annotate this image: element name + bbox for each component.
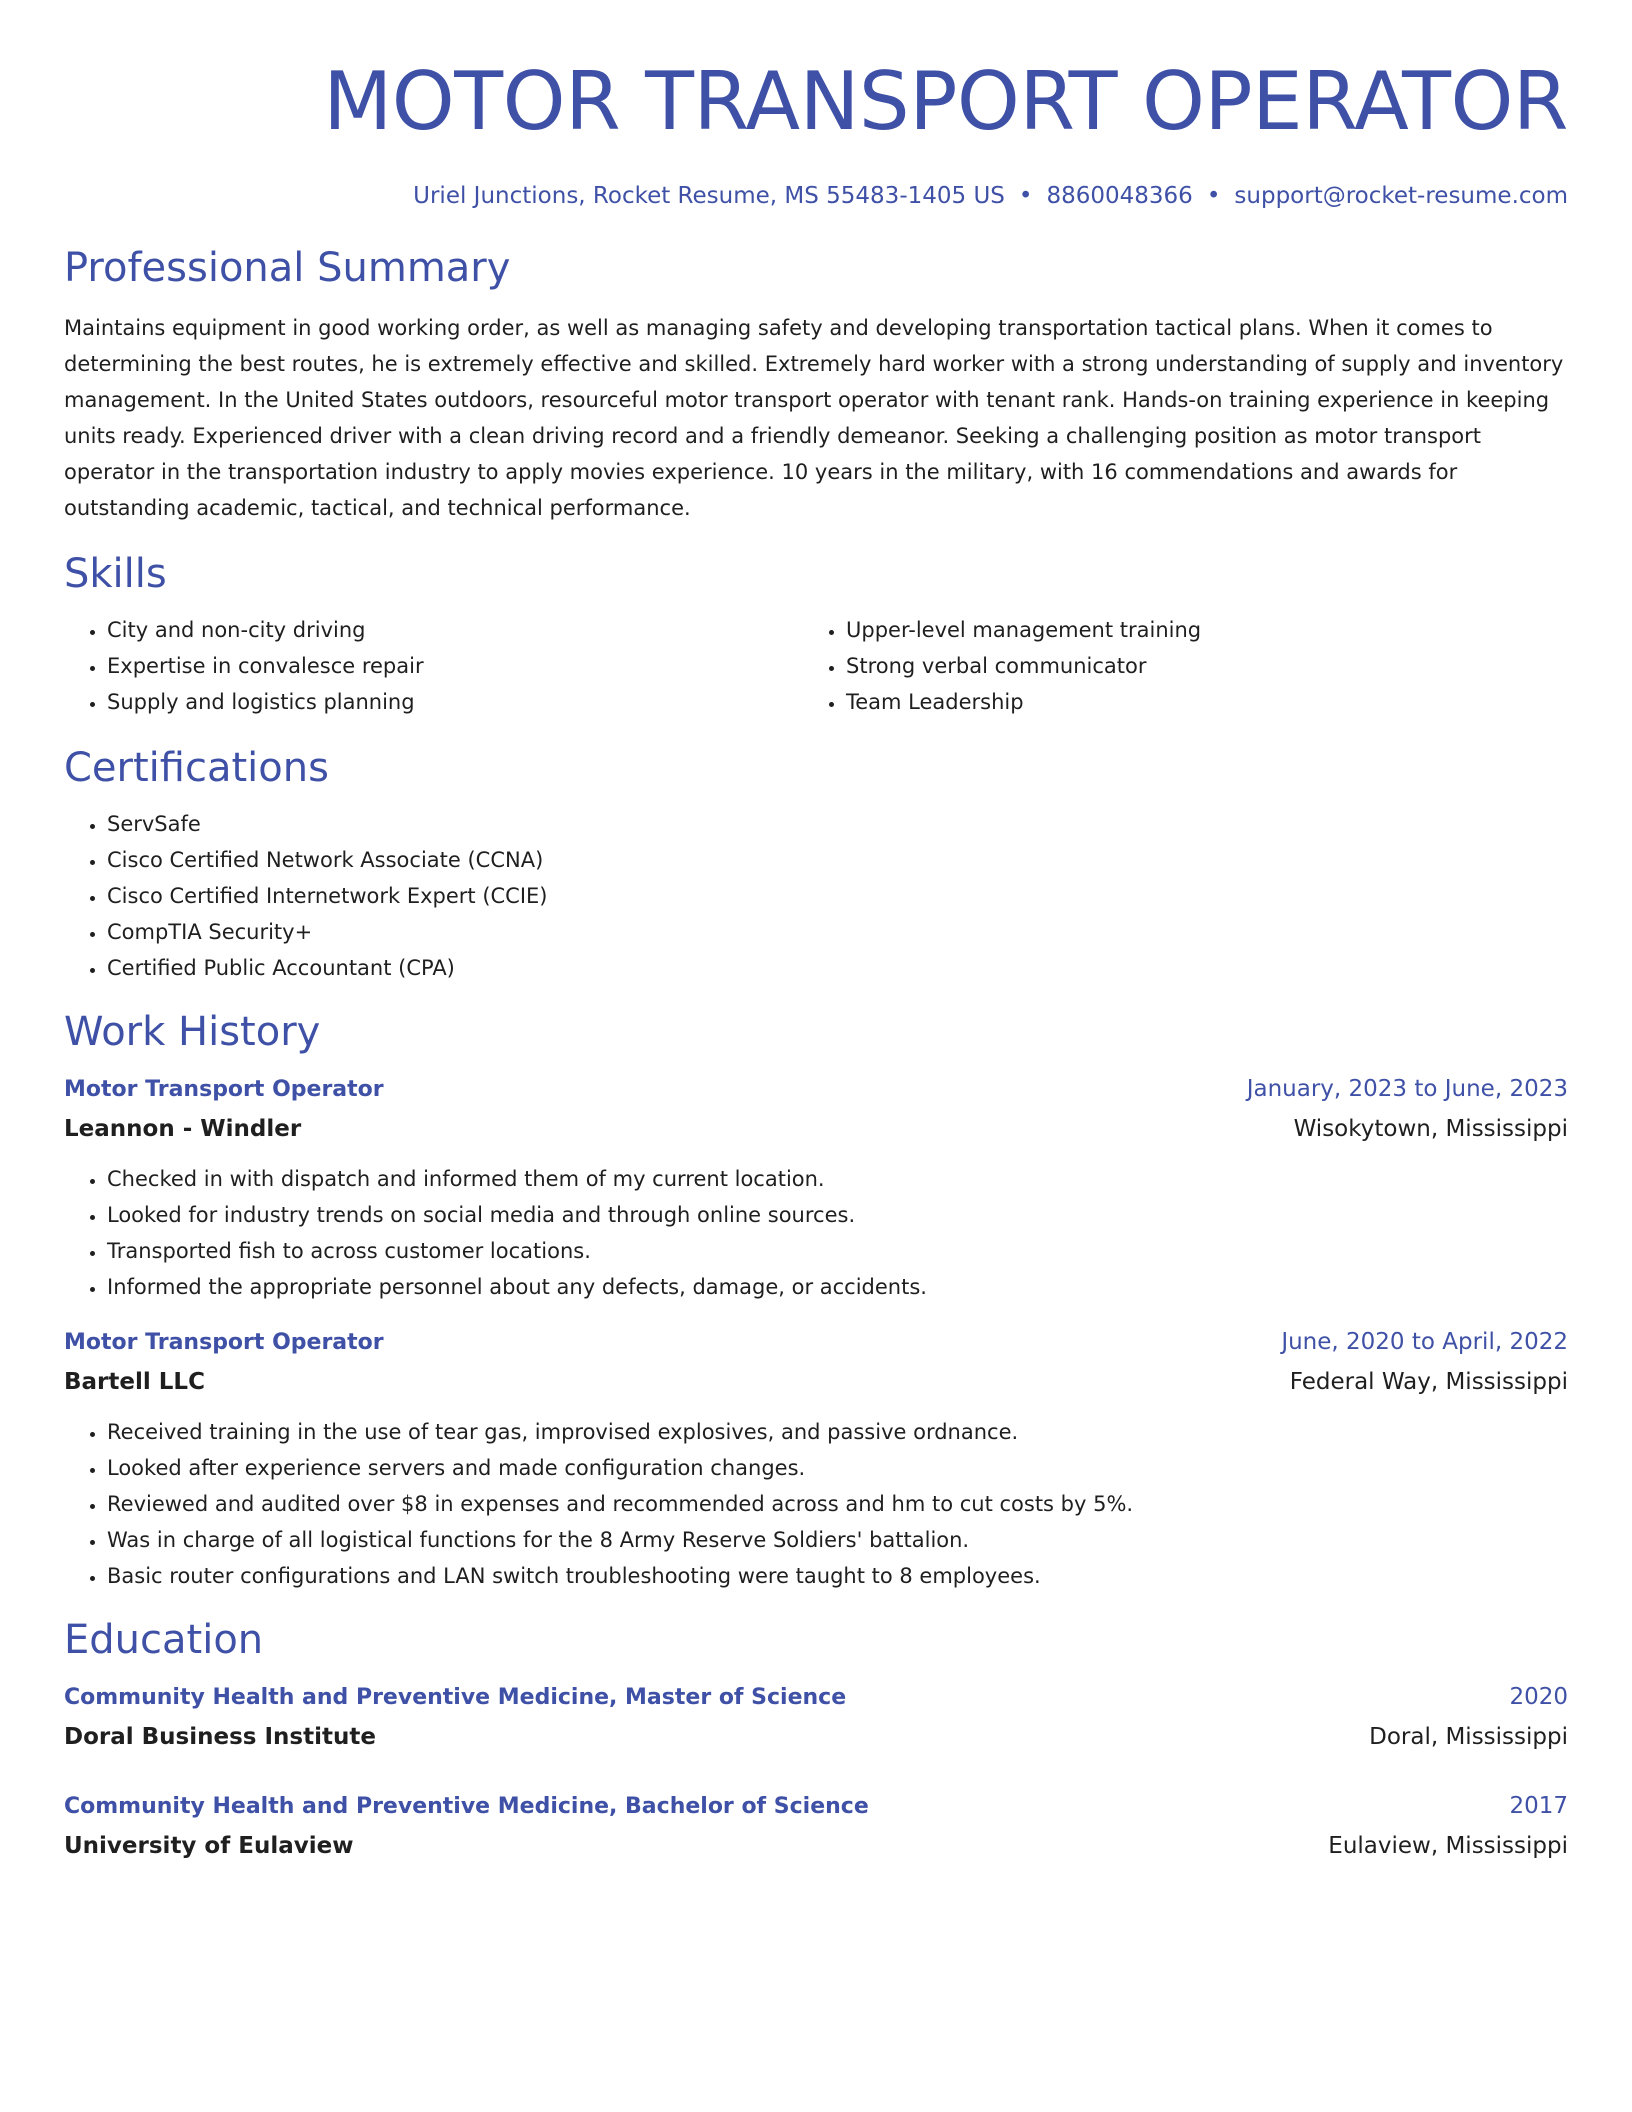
graduation-year: 2017 [1509,1793,1568,1819]
certifications-list [64,806,1568,986]
job-duty: • Checked in with dispatch and informed them of my current location. [107,1161,1568,1197]
resume-title: MOTOR TRANSPORT OPERATOR [323,55,1568,148]
separator-bullet: • [1018,183,1033,209]
job-location: Wisokytown, Mississippi [1293,1116,1568,1142]
skills-grid [64,612,1568,720]
job-company-row [64,1362,1568,1402]
school-name: University of Eulaview [64,1833,354,1859]
job-duty: • Transported fish to across customer locations. [107,1233,1568,1269]
skills-heading: Skills [64,551,167,597]
job-duty: • Looked after experience servers and made configuration changes. [107,1450,1568,1486]
certification-item: • ServSafe [107,806,1568,842]
job-title: Motor Transport Operator [64,1330,384,1355]
job-duty: • Basic router configurations and LAN switch troubleshooting were taught to 8 employees. [107,1558,1568,1594]
summary-text: Maintains equipment in good working order, as well as managing safety and developing transportation tactical plans. When it comes to determining the best routes, he is extremely effective and skilled. Extremely hard worker with a strong understanding of supply and inventory management. In the United States outdoors, resourceful motor transport operator with tenant rank. Hands-on training experience in keeping units ready. Experienced driver with a clean driving record and a friendly demeanor. Seeking a challenging position as motor transport operator in the transportation industry to apply movies experience. 10 years in the military, with 16 commendations and awards for outstanding academic, tactical, and technical performance. [64,316,1564,520]
contact-line [64,180,1568,212]
certification-item: • CompTIA Security+ [107,914,1568,950]
work-history-heading: Work History [64,1009,321,1055]
school-location: Doral, Mississippi [1369,1724,1568,1750]
skills-list-left [64,612,803,720]
school-location: Eulaview, Mississippi [1328,1833,1568,1859]
job-entry [64,1323,1568,1594]
school-name: Doral Business Institute [64,1724,376,1750]
skill-item: • Team Leadership [846,684,1568,720]
job-duty: • Received training in the use of tear gas, improvised explosives, and passive ordnance. [107,1414,1568,1450]
job-company: Leannon - Windler [64,1116,302,1142]
job-duty: • Reviewed and audited over $8 in expenses and recommended across and hm to cut costs by 5%. [107,1486,1568,1522]
education-header-row [64,1787,1568,1826]
education-school-row [64,1826,1568,1866]
degree: Community Health and Preventive Medicine, Master of Science [64,1685,847,1710]
skill-item: • Supply and logistics planning [107,684,803,720]
education-entry [64,1678,1568,1757]
job-company-row [64,1109,1568,1149]
certifications-section [64,742,1568,986]
summary-section [64,242,1568,526]
skills-section [64,548,1568,720]
skill-item: • Upper-level management training [846,612,1568,648]
education-entry [64,1787,1568,1866]
job-duty: • Was in charge of all logistical functions for the 8 Army Reserve Soldiers' battalion. [107,1522,1568,1558]
skill-item: • City and non-city driving [107,612,803,648]
job-header-row [64,1070,1568,1109]
education-header-row [64,1678,1568,1717]
skill-item: • Expertise in convalesce repair [107,648,803,684]
job-dates: June, 2020 to April, 2022 [1281,1329,1568,1355]
job-dates: January, 2023 to June, 2023 [1246,1076,1568,1102]
job-company: Bartell LLC [64,1369,205,1395]
job-location: Federal Way, Mississippi [1289,1369,1568,1395]
separator-bullet: • [1206,183,1221,209]
education-section [64,1614,1568,1866]
certifications-heading: Certifications [64,745,329,791]
summary-heading: Professional Summary [64,245,511,291]
job-entry [64,1070,1568,1305]
address: Uriel Junctions, Rocket Resume, MS 55483-1405 US [413,183,1005,209]
degree: Community Health and Preventive Medicine, Bachelor of Science [64,1794,869,1819]
certification-item: • Cisco Certified Network Associate (CCNA) [107,842,1568,878]
skill-item: • Strong verbal communicator [846,648,1568,684]
job-duties-list [64,1414,1568,1594]
certification-item: • Certified Public Accountant (CPA) [107,950,1568,986]
job-header-row [64,1323,1568,1362]
email-link[interactable]: support@rocket-resume.com [1234,183,1568,209]
job-duties-list [64,1161,1568,1305]
education-school-row [64,1717,1568,1757]
graduation-year: 2020 [1509,1684,1568,1710]
education-heading: Education [64,1617,264,1663]
certification-item: • Cisco Certified Internetwork Expert (CCIE) [107,878,1568,914]
work-history-section [64,1006,1568,1594]
phone: 8860048366 [1046,183,1193,209]
job-duty: • Informed the appropriate personnel about any defects, damage, or accidents. [107,1269,1568,1305]
job-title: Motor Transport Operator [64,1077,384,1102]
skills-list-right [803,612,1568,720]
job-duty: • Looked for industry trends on social media and through online sources. [107,1197,1568,1233]
